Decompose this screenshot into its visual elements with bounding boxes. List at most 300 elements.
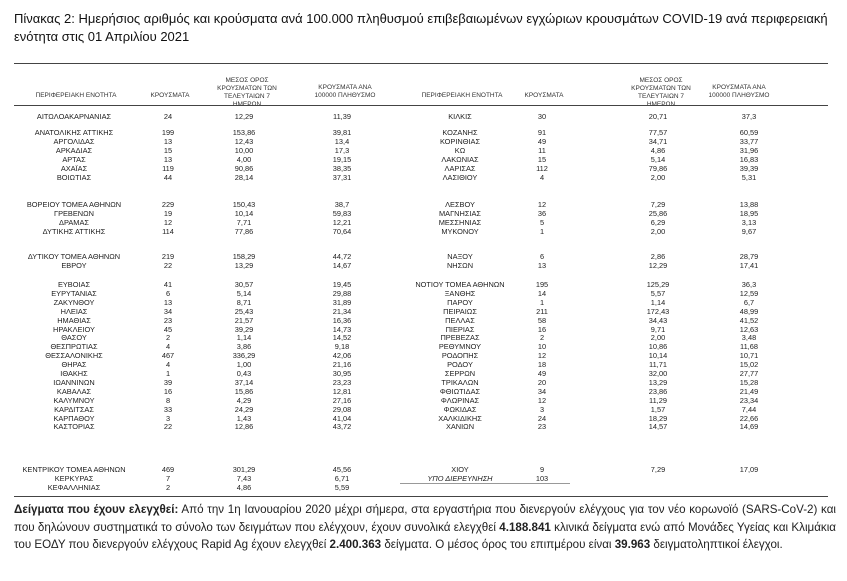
table-row (0, 465, 847, 474)
table-row (0, 252, 847, 261)
region-cell: ΚΑΒΑΛΑΣ (56, 386, 92, 396)
avg7-cell: 1,57 (650, 404, 666, 414)
avg7-cell: 2,00 (650, 226, 666, 236)
per100k-cell: 14,52 (332, 333, 352, 343)
avg7-cell: 10,00 (234, 145, 254, 155)
avg7-cell: 1,14 (236, 333, 252, 343)
cases-cell: 3 (539, 404, 545, 414)
table-row (0, 396, 847, 405)
region-cell: ΙΩΑΝΝΙΝΩΝ (53, 377, 95, 387)
per100k-cell: 14,67 (332, 260, 352, 270)
cases-cell: 16 (163, 386, 173, 396)
cases-cell: 6 (165, 288, 171, 298)
avg7-cell: 301,29 (232, 465, 256, 474)
per100k-cell: 37,3 (741, 112, 757, 121)
avg7-cell: 1,14 (650, 297, 666, 307)
region-cell: ΝΟΤΙΟΥ ΤΟΜΕΑ ΑΘΗΝΩΝ (415, 280, 505, 289)
per100k-cell: 19,45 (332, 280, 352, 289)
avg7-cell: 30,57 (234, 280, 254, 289)
avg7-cell: 10,86 (648, 342, 668, 352)
region-cell: ΚΩ (454, 145, 466, 155)
avg7-cell: 37,14 (234, 377, 254, 387)
cases-cell: 34 (163, 306, 173, 316)
avg7-cell: 12,29 (648, 260, 668, 270)
table-row (0, 316, 847, 325)
region-cell: ΓΡΕΒΕΝΩΝ (54, 208, 94, 218)
per100k-cell: 12,81 (332, 386, 352, 396)
region-cell: ΑΡΚΑΔΙΑΣ (55, 145, 93, 155)
cases-cell: 33 (163, 404, 173, 414)
per100k-cell: 37,31 (332, 172, 352, 182)
header-region-left: ΠΕΡΙΦΕΡΕΙΑΚΗ ΕΝΟΤΗΤΑ (35, 92, 117, 99)
region-cell: ΑΝΑΤΟΛΙΚΗΣ ΑΤΤΙΚΗΣ (34, 128, 114, 137)
note-text-3: δείγματα. Ο μέσος όρος του επιπμέρου είναι (381, 538, 615, 551)
cases-cell: 11 (538, 145, 546, 155)
table-row (0, 173, 847, 182)
per100k-cell: 13,88 (739, 200, 759, 209)
avg7-cell: 11,29 (649, 395, 667, 405)
table-row (0, 422, 847, 431)
avg7-cell: 1,43 (236, 413, 252, 423)
avg7-cell: 90,86 (234, 163, 254, 173)
avg7-cell: 6,29 (650, 217, 666, 227)
table-caption: Πίνακας 2: Ημερήσιος αριθμός και κρούσματα ανά 100.000 πληθυσμού επιβεβαιωμένων εγχώριων κρουσμάτων COVID-19 ανά περιφερειακή ενότητα στις 01 Απριλίου 2021 (14, 11, 828, 44)
avg7-cell: 34,43 (648, 315, 668, 325)
avg7-cell: 14,57 (648, 422, 668, 432)
header-per100k-left: ΚΡΟΥΣΜΑΤΑ ΑΝΑ 100000 ΠΛΗΘΥΣΜΟ (314, 84, 376, 99)
per100k-cell: 14,73 (332, 324, 352, 334)
cases-cell: 58 (537, 315, 547, 325)
avg7-cell: 172,43 (646, 306, 670, 316)
table-row (0, 298, 847, 307)
cases-cell: 10 (537, 342, 547, 352)
region-cell: ΤΡΙΚΑΛΩΝ (441, 377, 479, 387)
avg7-cell: 13,29 (648, 377, 668, 387)
table-row (0, 280, 847, 289)
avg7-cell: 12,43 (234, 136, 254, 146)
per100k-cell: 17,09 (739, 465, 759, 474)
avg7-cell: 4,29 (236, 395, 252, 405)
per100k-cell: 42,06 (332, 351, 352, 361)
table-row (0, 351, 847, 360)
avg7-cell: 79,86 (648, 163, 668, 173)
table-row (0, 483, 847, 492)
region-cell: ΒΟΙΩΤΙΑΣ (56, 172, 92, 182)
table-row (0, 387, 847, 396)
cases-cell: 49 (537, 369, 547, 378)
region-cell: ΚΕΝΤΡΙΚΟΥ ΤΟΜΕΑ ΑΘΗΝΩΝ (22, 465, 126, 474)
table-row (0, 414, 847, 423)
cases-cell: 15 (537, 154, 547, 164)
table-row (0, 155, 847, 164)
avg7-cell: 0,43 (236, 369, 252, 378)
region-cell: ΚΑΡΔΙΤΣΑΣ (54, 404, 94, 414)
avg7-cell: 15,86 (234, 386, 254, 396)
region-cell: ΛΑΡΙΣΑΣ (444, 163, 476, 173)
avg7-cell: 32,00 (648, 369, 668, 378)
region-cell: ΙΘΑΚΗΣ (60, 369, 88, 378)
avg7-cell: 77,57 (648, 128, 668, 137)
per100k-cell: 48,99 (739, 306, 759, 316)
cases-cell: 13 (163, 136, 173, 146)
per100k-cell: 3,13 (741, 217, 757, 227)
table-row (0, 405, 847, 414)
region-cell: ΜΥΚΟΝΟΥ (441, 226, 479, 236)
region-cell: ΛΑΚΩΝΙΑΣ (441, 154, 479, 164)
per100k-cell: 7,44 (741, 404, 757, 414)
cases-cell: 2 (539, 333, 545, 343)
region-cell: ΚΟΡΙΝΘΙΑΣ (439, 136, 481, 146)
avg7-cell: 13,29 (234, 260, 254, 270)
header-per100k-right: ΚΡΟΥΣΜΑΤΑ ΑΝΑ 100000 ΠΛΗΘΥΣΜΟ (708, 84, 770, 99)
avg7-cell: 11,71 (649, 360, 667, 370)
per100k-cell: 16,36 (332, 315, 352, 325)
cases-cell: 2 (165, 482, 171, 492)
avg7-cell: 20,71 (648, 112, 668, 121)
cases-cell: 49 (537, 136, 547, 146)
region-cell: ΚΑΛΥΜΝΟΥ (53, 395, 95, 405)
per100k-cell: 15,28 (739, 377, 759, 387)
per100k-cell: 29,88 (332, 288, 352, 298)
note-total-rapid: 2.400.363 (329, 538, 382, 551)
cases-cell: 4 (165, 342, 171, 352)
per100k-cell: 28,79 (739, 252, 759, 261)
note-text-4: δειγματοληπτικοί έλεγχοι. (650, 538, 783, 551)
region-cell: ΧΙΟΥ (451, 465, 469, 474)
cases-cell: 3 (165, 413, 171, 423)
region-cell: ΒΟΡΕΙΟΥ ΤΟΜΕΑ ΑΘΗΝΩΝ (26, 200, 122, 209)
note-total-pcr: 4.188.841 (499, 520, 551, 534)
avg7-cell: 9,71 (650, 324, 666, 334)
avg7-cell: 4,86 (650, 145, 666, 155)
table-row (0, 342, 847, 351)
per100k-cell: 30,95 (332, 369, 352, 378)
avg7-cell: 5,57 (650, 288, 666, 298)
avg7-cell: 7,29 (650, 465, 666, 474)
header-avg-left: ΜΕΣΟΣ ΟΡΟΣ ΚΡΟΥΣΜΑΤΩΝ ΤΩΝ ΤΕΛΕΥΤΑΙΩΝ 7 ΗΜΕΡΩΝ (217, 77, 277, 108)
cases-cell: 1 (539, 297, 545, 307)
per100k-cell: 17,41 (739, 260, 759, 270)
region-cell: ΘΗΡΑΣ (61, 360, 87, 370)
region-cell: ΘΕΣΠΡΩΤΙΑΣ (50, 342, 98, 352)
per100k-cell: 29,08 (332, 404, 352, 414)
region-cell: ΦΩΚΙΔΑΣ (443, 404, 477, 414)
per100k-cell: 16,83 (739, 154, 759, 164)
region-cell: ΠΙΕΡΙΑΣ (445, 324, 475, 334)
per100k-cell: 17,3 (334, 145, 350, 155)
region-cell: ΠΑΡΟΥ (447, 297, 473, 307)
region-cell: ΠΡΕΒΕΖΑΣ (440, 333, 480, 343)
avg7-cell: 2,00 (650, 172, 666, 182)
region-cell: ΠΕΙΡΑΙΩΣ (443, 306, 477, 316)
per100k-cell: 12,63 (739, 324, 759, 334)
cases-cell: 91 (537, 128, 547, 137)
avg7-cell: 5,14 (650, 154, 666, 164)
region-cell: ΝΗΣΩΝ (446, 260, 474, 270)
per100k-cell: 9,67 (741, 226, 757, 236)
cases-cell: 12 (537, 351, 547, 361)
header-bottom-rule (14, 105, 828, 106)
table-row (0, 289, 847, 298)
per100k-cell: 70,64 (332, 226, 352, 236)
cases-cell: 24 (163, 112, 173, 121)
avg7-cell: 10,14 (234, 208, 254, 218)
avg7-cell: 125,29 (646, 280, 670, 289)
per100k-cell: 44,72 (332, 252, 352, 261)
cases-cell: 199 (161, 128, 175, 137)
per100k-cell: 5,59 (334, 482, 350, 492)
region-cell: ΖΑΚΥΝΘΟΥ (53, 297, 95, 307)
cases-cell: 34 (537, 386, 547, 396)
cases-cell: 8 (165, 395, 171, 405)
cases-cell: 6 (539, 252, 545, 261)
avg7-cell: 336,29 (232, 351, 256, 361)
region-cell: ΔΥΤΙΚΗΣ ΑΤΤΙΚΗΣ (42, 226, 106, 236)
region-cell: ΝΑΞΟΥ (447, 252, 473, 261)
avg7-cell: 21,57 (234, 315, 254, 325)
region-cell: ΜΕΣΣΗΝΙΑΣ (438, 217, 482, 227)
per100k-cell: 10,71 (739, 351, 759, 361)
avg7-cell: 12,29 (234, 112, 254, 121)
avg7-cell: 5,14 (236, 288, 252, 298)
cases-cell: 103 (535, 473, 549, 483)
region-cell: ΛΑΣΙΘΙΟΥ (442, 172, 478, 182)
avg7-cell: 24,29 (234, 404, 254, 414)
cases-cell: 39 (163, 377, 173, 387)
cases-cell: 119 (162, 163, 174, 173)
region-cell: ΗΛΕΙΑΣ (60, 306, 88, 316)
avg7-cell: 8,71 (236, 297, 252, 307)
per100k-cell: 5,31 (741, 172, 757, 182)
region-cell: ΦΘΙΩΤΙΔΑΣ (439, 386, 481, 396)
avg7-cell: 7,71 (236, 217, 252, 227)
cases-cell: 13 (163, 154, 173, 164)
per100k-cell: 27,77 (739, 369, 759, 378)
cases-cell: 14 (537, 288, 547, 298)
region-cell: ΗΜΑΘΙΑΣ (57, 315, 91, 325)
table-row (0, 360, 847, 369)
region-cell: ΧΑΛΚΙΔΙΚΗΣ (438, 413, 482, 423)
cases-cell: 12 (163, 217, 173, 227)
table-row (0, 112, 847, 121)
per100k-cell: 33,77 (739, 136, 759, 146)
cases-cell: 195 (535, 280, 549, 289)
per100k-cell: 21,16 (332, 360, 352, 370)
cases-cell: 22 (163, 422, 173, 432)
per100k-cell: 6,71 (334, 473, 350, 483)
table-row (0, 209, 847, 218)
region-cell: ΑΙΤΩΛΟΑΚΑΡΝΑΝΙΑΣ (36, 112, 112, 121)
cases-cell: 18 (537, 360, 547, 370)
per100k-cell: 41,04 (332, 413, 352, 423)
region-cell: ΚΕΦΑΛΛΗΝΙΑΣ (47, 482, 101, 492)
region-cell: ΕΥΡΥΤΑΝΙΑΣ (51, 288, 97, 298)
cases-cell: 114 (162, 226, 174, 236)
per100k-cell: 11,39 (333, 112, 351, 121)
table-row (0, 200, 847, 209)
cases-cell: 41 (163, 280, 173, 289)
cases-cell: 44 (163, 172, 173, 182)
region-cell: ΥΠΟ ΔΙΕΡΕΥΝΗΣΗ (427, 473, 493, 483)
table-row (0, 218, 847, 227)
cases-cell: 7 (165, 473, 171, 483)
region-cell: ΜΑΓΝΗΣΙΑΣ (439, 208, 481, 218)
per100k-cell: 59,83 (332, 208, 352, 218)
avg7-cell: 153,86 (232, 128, 256, 137)
cases-cell: 13 (163, 297, 173, 307)
region-cell: ΚΑΣΤΟΡΙΑΣ (53, 422, 95, 432)
header-avg-right: ΜΕΣΟΣ ΟΡΟΣ ΚΡΟΥΣΜΑΤΩΝ ΤΩΝ ΤΕΛΕΥΤΑΙΩΝ 7 ΗΜΕΡΩΝ (631, 77, 691, 108)
avg7-cell: 4,00 (236, 154, 252, 164)
per100k-cell: 41,52 (739, 315, 759, 325)
table-row (0, 261, 847, 270)
avg7-cell: 77,86 (234, 226, 254, 236)
avg7-cell: 150,43 (232, 200, 256, 209)
region-cell: ΔΡΑΜΑΣ (59, 217, 89, 227)
per100k-cell: 39,81 (332, 128, 352, 137)
region-cell: ΠΕΛΛΑΣ (445, 315, 475, 325)
cases-cell: 15 (163, 145, 173, 155)
header-cases-left: ΚΡΟΥΣΜΑΤΑ (150, 92, 190, 99)
cases-cell: 9 (539, 465, 545, 474)
table-row (0, 378, 847, 387)
cases-cell: 30 (537, 112, 547, 121)
cases-cell: 13 (537, 260, 547, 270)
per100k-cell: 43,72 (332, 422, 352, 432)
per100k-cell: 22,66 (739, 413, 759, 423)
region-cell: ΑΧΑΪΑΣ (60, 163, 88, 173)
per100k-cell: 21,34 (332, 306, 352, 316)
table-row (0, 325, 847, 334)
region-cell: ΧΑΝΙΩΝ (445, 422, 475, 432)
cases-cell: 112 (536, 163, 548, 173)
avg7-cell: 7,29 (650, 200, 666, 209)
per100k-cell: 27,16 (332, 395, 352, 405)
region-cell: ΕΒΡΟΥ (61, 260, 87, 270)
table-row (0, 474, 847, 483)
region-cell: ΞΑΝΘΗΣ (444, 288, 476, 298)
cases-cell: 12 (537, 395, 547, 405)
per100k-cell: 11,68 (740, 342, 758, 352)
region-cell: ΘΕΣΣΑΛΟΝΙΚΗΣ (45, 351, 103, 361)
region-cell: ΔΥΤΙΚΟΥ ΤΟΜΕΑ ΑΘΗΝΩΝ (27, 252, 121, 261)
region-cell: ΗΡΑΚΛΕΙΟΥ (53, 324, 95, 334)
per100k-cell: 60,59 (739, 128, 759, 137)
region-cell: ΡΕΘΥΜΝΟΥ (438, 342, 482, 352)
avg7-cell: 10,14 (648, 351, 668, 361)
per100k-cell: 31,89 (332, 297, 352, 307)
per100k-cell: 9,18 (334, 342, 350, 352)
cases-cell: 24 (537, 413, 547, 423)
avg7-cell: 39,29 (234, 324, 254, 334)
per100k-cell: 14,69 (739, 422, 759, 432)
per100k-cell: 18,95 (739, 208, 759, 218)
note-text-1: Από την 1η Ιανουαρίου 2020 μέχρι σήμερα, στα εργαστήρια που διενεργούν ελέγχους για τον νέο κορωνοϊό (SARS-CoV-2) και που δηλώνουν συστηματικά το σύνολο των δειγμάτων που ελέγχουν, έχουν συνολικά ελεγχθεί (14, 503, 836, 534)
region-cell: ΡΟΔΟΠΗΣ (441, 351, 479, 361)
avg7-cell: 2,86 (650, 252, 666, 261)
cases-cell: 1 (539, 226, 545, 236)
per100k-cell: 39,39 (739, 163, 759, 173)
avg7-cell: 3,86 (236, 342, 252, 352)
table-row (0, 307, 847, 316)
region-cell: ΕΥΒΟΙΑΣ (57, 280, 91, 289)
table-row (0, 137, 847, 146)
table-bottom-rule (14, 496, 828, 497)
table-row (0, 227, 847, 236)
tested-samples-note (14, 501, 836, 554)
avg7-cell: 158,29 (232, 252, 256, 261)
avg7-cell: 34,71 (648, 136, 668, 146)
avg7-cell: 18,29 (648, 413, 668, 423)
avg7-cell: 28,14 (234, 172, 254, 182)
header-top-rule (14, 63, 828, 64)
region-cell: ΘΑΣΟΥ (61, 333, 87, 343)
cases-cell: 36 (537, 208, 547, 218)
per100k-cell: 31,96 (739, 145, 759, 155)
cases-cell: 5 (539, 217, 545, 227)
cases-cell: 12 (537, 200, 547, 209)
cases-cell: 45 (163, 324, 173, 334)
cases-cell: 4 (539, 172, 545, 182)
note-daily-average: 39.963 (614, 538, 651, 551)
avg7-cell: 4,86 (236, 482, 252, 492)
per100k-cell: 19,15 (332, 154, 352, 164)
region-cell: ΚΕΡΚΥΡΑΣ (54, 473, 94, 483)
table-row (0, 164, 847, 173)
region-cell: ΚΙΛΚΙΣ (448, 112, 472, 121)
region-cell: ΛΕΣΒΟΥ (445, 200, 475, 209)
note-lead: Δείγματα που έχουν ελεγχθεί: (14, 503, 179, 516)
per100k-cell: 38,35 (332, 163, 352, 173)
per100k-cell: 12,59 (739, 288, 759, 298)
cases-cell: 16 (537, 324, 547, 334)
cases-cell: 1 (165, 369, 171, 378)
cases-cell: 22 (163, 260, 173, 270)
table-row (0, 128, 847, 137)
note-text-2: κλινικά δείγματα ενώ από Μονάδες Υγείας και Κλιμάκια του ΕΟΔΥ που διενεργούν ελέγχους Rapid Ag έχουν ελεγχθεί (14, 520, 836, 551)
per100k-cell: 36,3 (741, 280, 757, 289)
cases-cell: 211 (536, 306, 548, 316)
table-row (0, 146, 847, 155)
avg7-cell: 7,43 (236, 473, 252, 483)
cases-cell: 229 (161, 200, 175, 209)
per100k-cell: 6,7 (743, 297, 755, 307)
avg7-cell: 2,00 (650, 333, 666, 343)
cases-cell: 23 (163, 315, 173, 325)
cases-cell: 469 (161, 465, 175, 474)
table-row (0, 369, 847, 378)
per100k-cell: 23,23 (332, 377, 352, 387)
cases-cell: 2 (165, 333, 171, 343)
cases-cell: 23 (537, 422, 547, 432)
region-cell: ΡΟΔΟΥ (447, 360, 473, 370)
per100k-cell: 13,4 (334, 136, 350, 146)
per100k-cell: 15,02 (739, 360, 759, 370)
header-cases-right: ΚΡΟΥΣΜΑΤΑ (524, 92, 564, 99)
region-cell: ΑΡΤΑΣ (62, 154, 86, 164)
cases-cell: 467 (161, 351, 175, 361)
avg7-cell: 23,86 (648, 386, 668, 396)
region-cell: ΚΑΡΠΑΘΟΥ (53, 413, 95, 423)
cases-cell: 19 (163, 208, 173, 218)
per100k-cell: 23,34 (739, 395, 759, 405)
region-cell: ΚΟΖΑΝΗΣ (442, 128, 478, 137)
avg7-cell: 25,86 (648, 208, 668, 218)
per100k-cell: 12,21 (332, 217, 352, 227)
per100k-cell: 45,56 (332, 465, 352, 474)
cases-cell: 20 (537, 377, 547, 387)
region-cell: ΣΕΡΡΩΝ (444, 369, 476, 378)
